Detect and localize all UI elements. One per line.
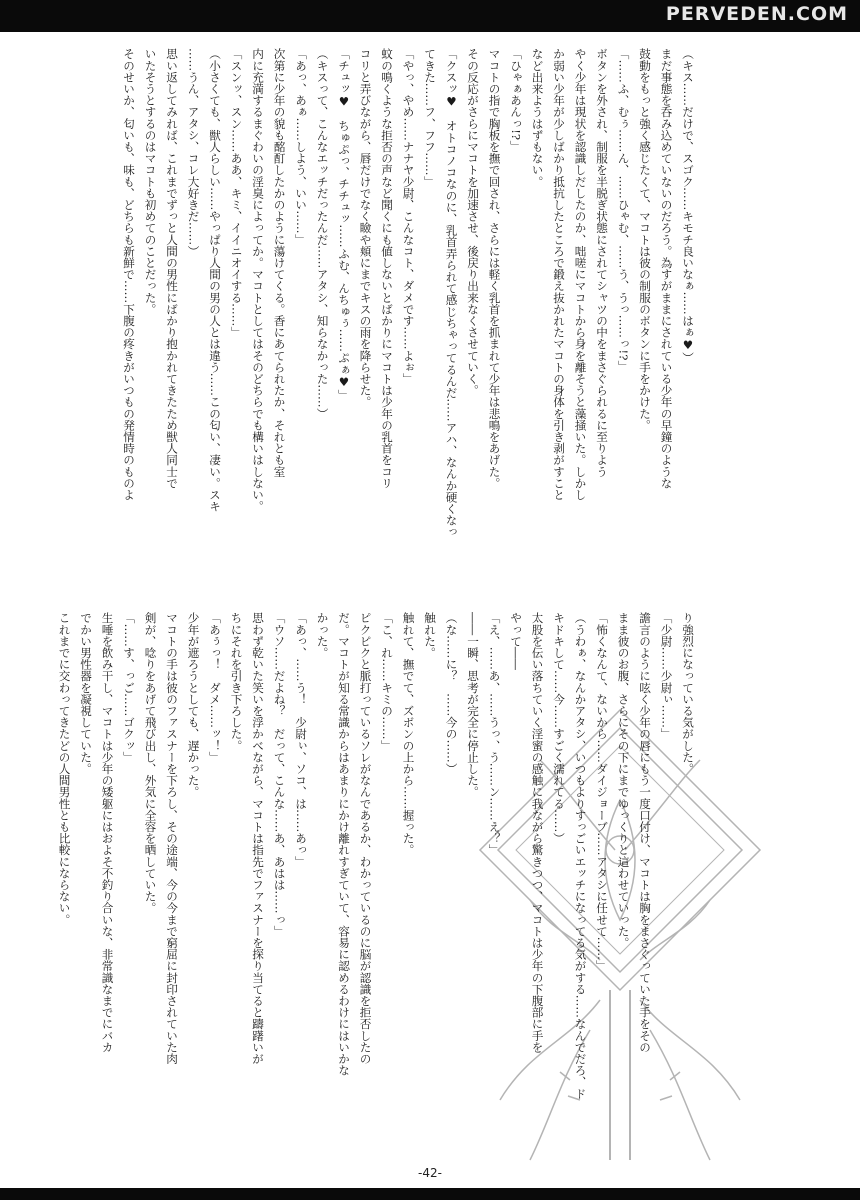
text-line: 「やっ、やめ……ナナヤ少尉、こんなコト、ダメです……よぉ」 <box>401 48 416 385</box>
text-line: （うわぁ、なんかアタシ、いつもよりすっごいエッチになってる気がする……なんでだろ、ド <box>573 612 588 1100</box>
text-line: 「クスッ♥ オトコノコなのに、乳首弄られて感じちゃってるんだ……アハ、なんか硬くなっ <box>444 48 459 538</box>
text-line: 生唾を飲み干し、マコトは少年の矮躯にはおよそ不釣り合いな、非常識なまでにバカ <box>100 612 115 1053</box>
text-line: 触れて、撫でて、ズボンの上から……握った。 <box>401 612 416 856</box>
text-line: ボタンを外され、制服を半脱ぎ状態にされてシャツの中をまさぐられるに至りよう <box>595 48 609 478</box>
text-line: まま彼のお腹、さらにその下にまでゆっくりと這わせていった。 <box>616 612 631 949</box>
text-line: 蚊の鳴くような拒否の声など聞くにも値しないとばかりにマコトは少年の乳首をコリ <box>380 48 394 489</box>
text-line: 「こ、れ……キミの……」 <box>380 612 394 752</box>
text-line: 「スンッ、スン……ああ、キミ、イイニオイする……」 <box>229 48 244 338</box>
text-line: キドキして……今……すごく濡れてる……） <box>552 612 566 844</box>
text-line: か弱い少年が少しばかり抵抗したところで鍛え抜かれたマコトの身体を引き剥がすこと <box>552 48 566 501</box>
text-line: ――一瞬、思考が完全に停止した。 <box>466 612 480 798</box>
text-line: 鼓動をもっと強く感じたくて、マコトは彼の制服のボタンに手をかけた。 <box>638 48 652 431</box>
text-line: 「ひゃぁあんっ!?」 <box>509 48 523 152</box>
text-line: 「あっ、あぁ……しよう、いい……」 <box>294 48 308 246</box>
bottom-banner <box>0 1188 860 1200</box>
text-line: マコトの手は彼のファスナーを下ろし、その途端、今の今まで窮屈に封印されていた肉 <box>165 612 179 1065</box>
text-line: その反応がさらにマコトを加速させ、後戻り出来なくさせていく。 <box>466 48 480 396</box>
text-line: 「怖くなんて、ないから……ダイジョーブ……アタシに任せて……」 <box>595 612 609 972</box>
text-line: 内に充満するまぐわいの淫臭によってか。マコトとしてはそのどちらでも構いはしない。 <box>251 48 265 512</box>
text-block-upper <box>122 48 698 583</box>
text-line: （小さくても、獣人らしい……やっぱり人間の男の人とは違う……この匂い、凄い。スキ <box>208 48 222 512</box>
text-line: ちにそれを引き下ろした。 <box>229 612 244 752</box>
text-line: 次第に少年の貌も酩酊したかのように蕩けてくる。香にあてられたか、それとも室 <box>272 48 287 478</box>
text-line: など出来ようはずもない。 <box>530 48 545 188</box>
text-line: 思い返してみれば、これまでずっと人間の男性にばかり抱かれてきたため獣人同士で <box>165 48 179 489</box>
text-line: だ。マコトが知る常識からはあまりにかけ離れすぎていて、容易に認めるわけにはいかな <box>337 612 351 1076</box>
text-line: マコトの指で胸板を撫で回され、さらには軽く乳首を抓まれて少年は悲鳴をあげた。 <box>487 48 502 489</box>
site-watermark: PERVEDEN.COM <box>665 3 848 25</box>
text-line: 「……す、っご……ゴクッ」 <box>122 612 136 763</box>
text-line: 「あぅっ！ ダメ……ッ！」 <box>208 612 222 763</box>
text-line: てきた……フ、フフ……」 <box>423 48 437 188</box>
text-line: ピクピクと脈打っているソレがなんであるか、わかっているのに脳が認識を拒否したの <box>358 612 373 1065</box>
text-line: （キス……だけで、スゴク……キモチ良いなぁ……はぁ♥） <box>681 48 695 364</box>
text-line: やく少年は現状を認識しだしたのか、咄嗟にマコトから身を離そうと藻掻いた。しかし <box>573 48 588 501</box>
text-line: ……うん、アタシ、コレ大好きだ……） <box>186 48 201 257</box>
text-block-lower <box>57 612 698 1152</box>
top-banner <box>0 0 860 32</box>
text-line: まだ事態を呑み込めていないのだろう。為すがままにされている少年の早鐘のような <box>659 48 674 489</box>
text-line: （キスって、こんなエッチだったんだ……アタシ、知らなかった……） <box>315 48 330 420</box>
text-line: かった。 <box>315 612 330 659</box>
text-line: り強烈になっている気がした。 <box>681 612 695 775</box>
text-line: これまでに交わってきたどの人間男性とも比較にならない。 <box>57 612 72 926</box>
text-line: いたそうとするのはマコトも初めてのことだった。 <box>143 48 158 315</box>
text-line: 譫言のように呟く少年の唇にもう一度口付け、マコトは胸をまさぐっていた手をその <box>638 612 652 1053</box>
text-line: （な……に？ ……今の……） <box>444 612 459 775</box>
page-number: -42- <box>418 1166 442 1180</box>
text-line: 「チュッ♥ ちゅぷっ、チチュッ……ふむ、んちゅぅ……ぷぁ♥」 <box>337 48 351 401</box>
text-line: 剣が、唸りをあげて飛び出し、外気に全容を晒していた。 <box>143 612 158 914</box>
text-line: そのせいか、匂いも、味も、どちらも新鮮で……下腹の疼きがいつもの発情時のものよ <box>122 48 136 501</box>
text-line: でかい男性器を凝視していた。 <box>79 612 93 775</box>
text-line: 「……ふ、むぅ……ん、……ひゃむ、……う、うっ……っ!?」 <box>616 48 631 373</box>
text-line: 「少尉……少尉ぃ……」 <box>659 612 674 740</box>
text-line: やって―― <box>509 612 523 670</box>
text-line: 「あっ、……う！ 少尉ぃ、ソコ、は……あっ」 <box>294 612 308 868</box>
text-line: 触れた。 <box>423 612 437 659</box>
text-line: 思わず乾いた笑いを浮かべながら、マコトは指先でファスナーを探り当てると躊躇いが <box>251 612 265 1065</box>
text-line: 太股を伝い落ちていく淫蜜の感触に我ながら驚きつつ、マコトは少年の下腹部に手を <box>530 612 545 1053</box>
text-line: 少年が遮ろうとしても、遅かった。 <box>186 612 201 798</box>
text-line: 「ウソ……だよね？ だって、こんな……あ、あはは……っ」 <box>272 612 287 937</box>
text-line: 「え、……あ、……うっ、う……ン……え？」 <box>487 612 502 856</box>
text-line: コリと弄びながら、唇だけでなく瞼や頬にまでキスの雨を降らせた。 <box>358 48 373 408</box>
